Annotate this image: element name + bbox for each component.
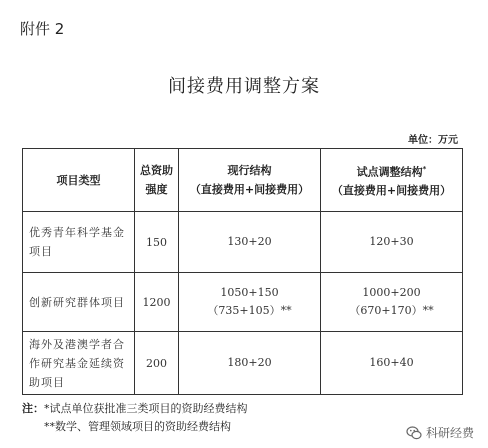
note-2: **数学、管理领域项目的资助经费结构	[44, 420, 231, 433]
header-current-line1: 现行结构	[227, 164, 272, 177]
table-header-row	[23, 149, 463, 212]
table-row	[23, 212, 463, 273]
notes-label: 注：	[22, 402, 44, 415]
row-pilot-structure	[321, 332, 463, 395]
header-pilot-line1: 试点调整结构	[356, 165, 423, 179]
row-type-line: 项目	[29, 245, 53, 258]
row-type-line: 作研究基金延续资	[29, 356, 125, 370]
header-total-line1: 总资助	[140, 164, 173, 177]
footnotes	[22, 400, 248, 436]
table-row	[23, 273, 463, 332]
unit-label: 单位：万元	[408, 135, 458, 146]
row-pilot-value: 120+30	[369, 235, 414, 248]
header-project-type: 项目类型	[23, 149, 135, 212]
row-pilot-math-value: （670+170）**	[349, 304, 434, 317]
row-total-funding: 1200	[135, 273, 179, 332]
header-total-line2: 强度	[145, 183, 168, 196]
row-current-value: 1050+150	[220, 286, 279, 299]
row-current-structure	[179, 273, 321, 332]
header-current-line2: （直接费用+间接费用）	[189, 183, 310, 196]
document-title: 间接费用调整方案	[168, 76, 320, 97]
fee-adjustment-table	[22, 148, 463, 395]
row-type-line: 创新研究群体项目	[29, 295, 125, 309]
row-current-value: 180+20	[227, 356, 272, 369]
header-total-funding	[135, 149, 179, 212]
row-total-funding: 150	[135, 212, 179, 273]
row-project-type	[23, 273, 135, 332]
row-current-structure	[179, 332, 321, 395]
row-current-structure	[179, 212, 321, 273]
row-total-funding: 200	[135, 332, 179, 395]
attachment-label: 附件 2	[20, 20, 65, 38]
table-row	[23, 332, 463, 395]
row-pilot-structure	[321, 273, 463, 332]
row-type-line: 助项目	[29, 375, 65, 389]
row-type-line: 优秀青年科学基金	[29, 226, 125, 239]
row-pilot-value: 160+40	[369, 356, 414, 369]
row-pilot-structure	[321, 212, 463, 273]
watermark	[406, 424, 474, 441]
watermark-text: 科研经费	[425, 426, 474, 440]
row-project-type	[23, 212, 135, 273]
wechat-icon	[406, 425, 422, 441]
row-pilot-value: 1000+200	[362, 286, 421, 299]
header-pilot-mark: *	[422, 164, 427, 173]
row-current-value: 130+20	[227, 235, 272, 248]
header-pilot-structure	[321, 149, 463, 212]
note-1: *试点单位获批准三类项目的资助经费结构	[44, 402, 248, 415]
row-type-line: 海外及港澳学者合	[29, 337, 125, 351]
row-project-type	[23, 332, 135, 395]
header-current-structure	[179, 149, 321, 212]
row-current-math-value: （735+105）**	[207, 304, 292, 317]
header-pilot-line2: （直接费用+间接费用）	[331, 184, 452, 198]
